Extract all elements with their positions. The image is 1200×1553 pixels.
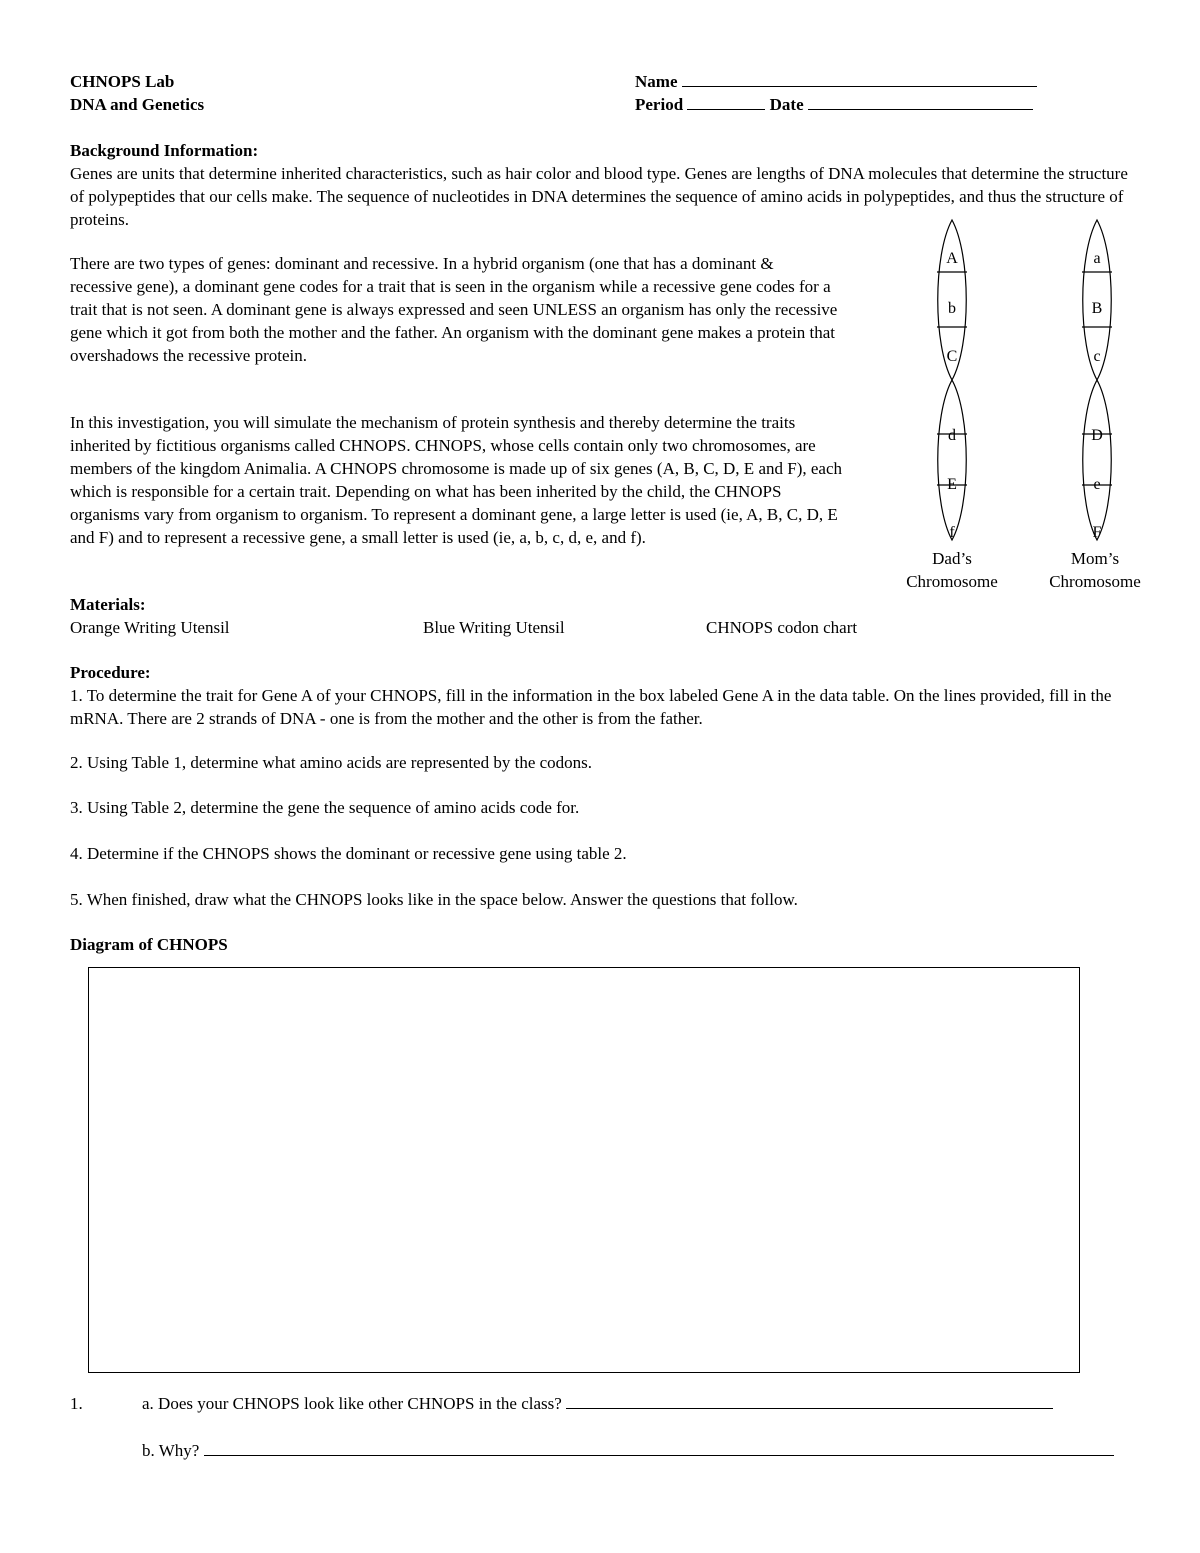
date-label: Date [769,95,804,114]
lab-subtitle: DNA and Genetics [70,95,205,114]
materials-heading: Materials: [70,595,146,614]
material-item: CHNOPS codon chart [706,618,858,637]
dad-gene-6: f [949,524,955,541]
procedure-step-1: 1. To determine the trait for Gene A of your CHNOPS, fill in the information in the box labeled Gene A in the data table. On the lines provided, fill in the mRNA. There are 2 strands of DNA - one is from the mother and the other is from the father. [70,686,1112,728]
procedure-step-3: 3. Using Table 2, determine the gene the sequence of amino acids code for. [70,798,580,817]
background-paragraph-3: In this investigation, you will simulate the mechanism of protein synthesis and thereby determine the traits inherited by fictitious organisms called CHNOPS. CHNOPS, whose cells contain only two chromosomes, are members of the kingdom Animalia. A CHNOPS chromosome is made up of six genes (A, B, C, D, E and F), each which is responsible for a certain trait. Depending on what has been inherited by the child, the CHNOPS organisms vary from organism to organism. To represent a dominant gene, a large letter is used (ie, A, B, C, D, E and F) and to represent a recessive gene, a small letter is used (ie, a, b, c, d, e, and f). [70,413,842,547]
mom-gene-3: c [1093,348,1101,365]
dad-gene-3: C [946,348,958,365]
procedure-heading: Procedure: [70,663,151,682]
dad-gene-4: d [948,427,956,444]
mom-gene-4: D [1091,427,1103,444]
chromosome-diagram [900,215,1160,550]
name-label: Name [635,72,678,91]
material-item: Orange Writing Utensil [70,618,230,637]
lab-title: CHNOPS Lab [70,72,175,91]
question-a-answer-line[interactable] [566,1392,1053,1409]
period-date-row [635,93,1033,116]
dad-gene-2: b [948,300,956,317]
drawing-box[interactable] [88,967,1080,1373]
background-heading: Background Information: [70,141,259,160]
background-paragraph-2: There are two types of genes: dominant and recessive. In a hybrid organism (one that has a dominant & recessive gene), a dominant gene codes for a trait that is seen in the organism while a recessive gene codes for a trait that is not seen. A dominant gene is always expressed and seen UNLESS an organism has only the recessive gene which it got from both the mother and the father. An organism with the dominant gene makes a protein that overshadows the recessive protein. [70,254,838,365]
dad-chromosome-label [882,547,1022,593]
question-number: 1. [70,1394,83,1413]
mom-label-line-1: Mom’s [1070,549,1120,568]
dad-gene-1: A [946,250,958,267]
mom-label-line-2: Chromosome [1049,572,1141,591]
mom-lower-arm [1083,380,1112,540]
dad-label-line-1: Dad’s [932,549,972,568]
period-field[interactable] [687,93,765,110]
mom-chromosome-label [1025,547,1165,593]
dad-label-line-2: Chromosome [906,572,998,591]
question-b-row [142,1439,1114,1462]
procedure-step-5: 5. When finished, draw what the CHNOPS looks like in the space below. Answer the questions that follow. [70,890,798,909]
name-row [635,70,1037,93]
mom-gene-6: F [1092,524,1102,541]
diagram-heading: Diagram of CHNOPS [70,935,228,954]
background-paragraph-1: Genes are units that determine inherited characteristics, such as hair color and blood type. Genes are lengths of DNA molecules that determine the structure of polypeptides that our cells make. The sequence of nucleotides in DNA determines the sequence of amino acids in polypeptides, and thus the structure of proteins. [70,164,1128,229]
name-field[interactable] [682,70,1037,87]
question-b-text: b. Why? [142,1441,200,1460]
procedure-step-4: 4. Determine if the CHNOPS shows the dominant or recessive gene using table 2. [70,844,627,863]
procedure-step-2: 2. Using Table 1, determine what amino acids are represented by the codons. [70,753,593,772]
date-field[interactable] [808,93,1033,110]
period-label: Period [635,95,684,114]
mom-gene-1: a [1093,250,1101,267]
question-a-row [142,1392,1053,1415]
dad-lower-arm [938,380,967,540]
question-a-text: a. Does your CHNOPS look like other CHNOPS in the class? [142,1394,562,1413]
mom-gene-2: B [1091,300,1103,317]
material-item: Blue Writing Utensil [423,618,565,637]
mom-gene-5: e [1093,476,1101,493]
dad-gene-5: E [947,476,957,493]
question-b-answer-line[interactable] [204,1439,1114,1456]
